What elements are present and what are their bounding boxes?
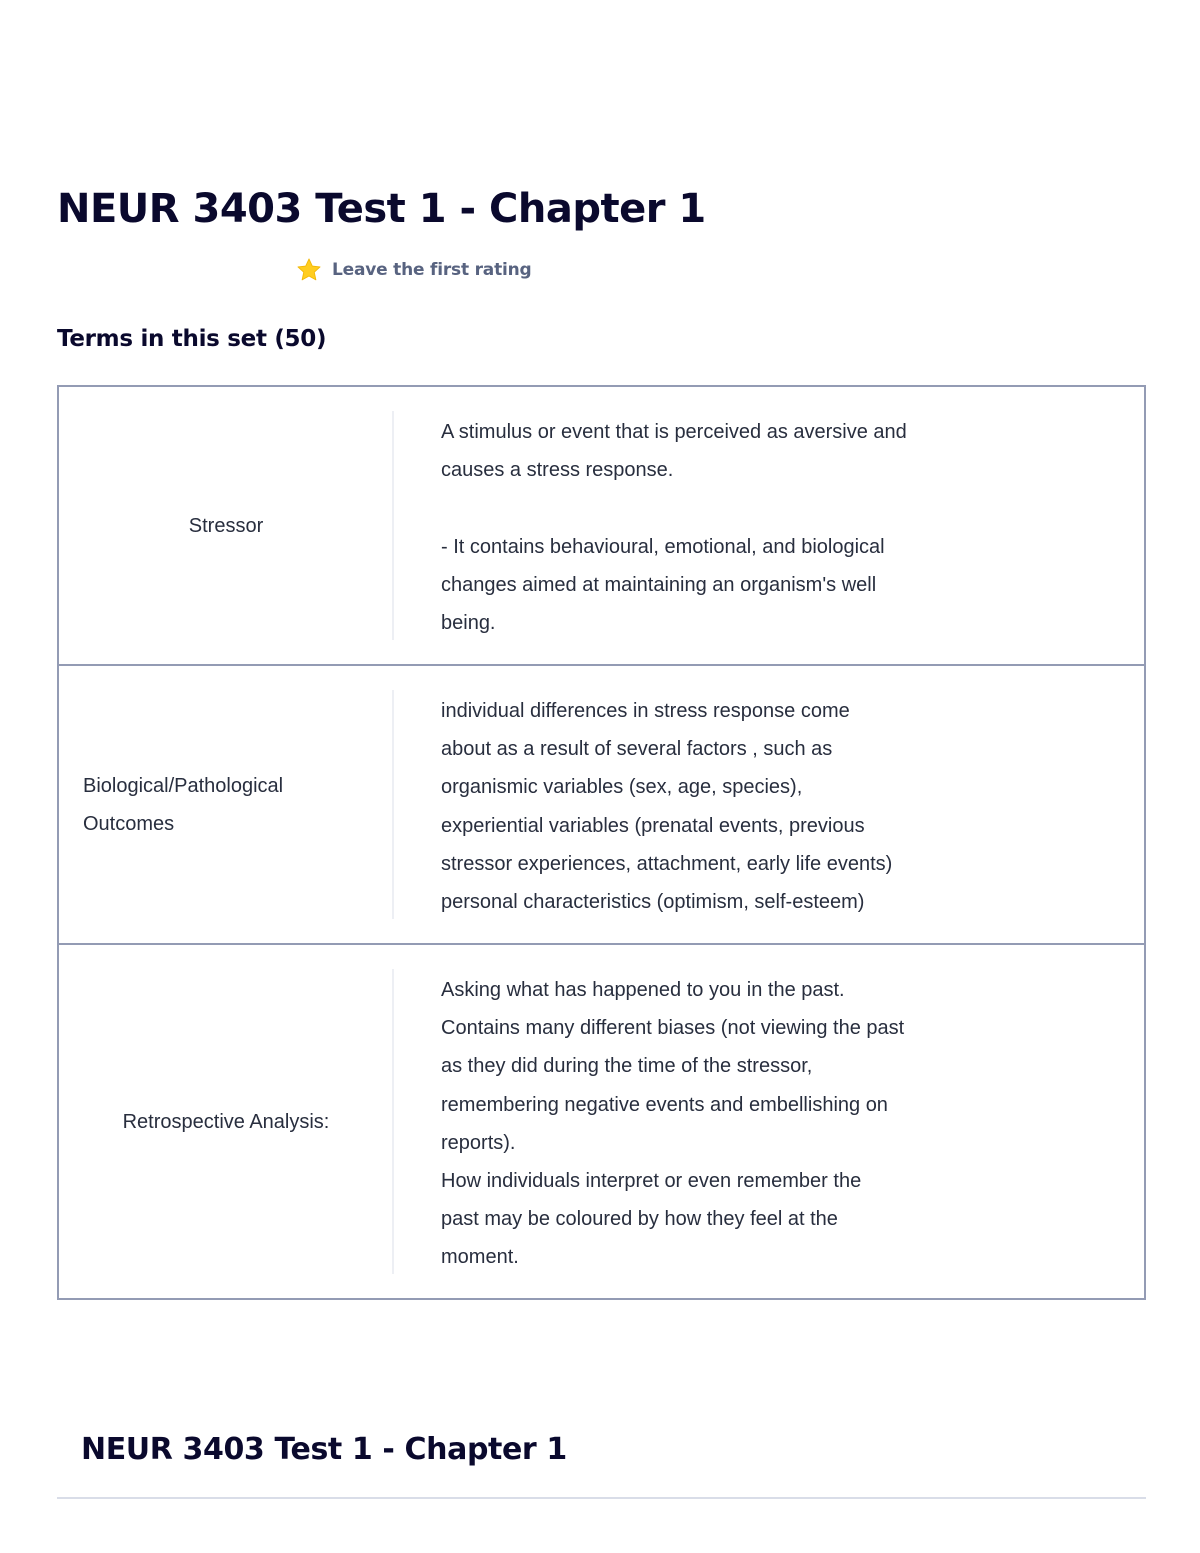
- footer-title: NEUR 3403 Test 1 - Chapter 1: [81, 1432, 567, 1467]
- rating-link[interactable]: [296, 256, 532, 284]
- card-divider: [392, 969, 394, 1274]
- term-word: Stressor: [188, 514, 264, 537]
- card-divider: [392, 411, 394, 640]
- term-card: [57, 385, 1146, 666]
- term-definition: individual differences in stress response come about as a result of several factors , such as organismic variables (sex, age, species), experiential variables (prenatal events, previous stressor experiences, attachment, early life events) personal characteristics (optimism, self-esteem): [441, 700, 893, 914]
- card-divider: [392, 690, 394, 919]
- term-definition: A stimulus or event that is perceived as aversive and causes a stress response. - It contains behavioural, emotional, and biological changes aimed at maintaining an organism's well being.: [441, 421, 907, 635]
- term-word-cell: [59, 666, 369, 943]
- terms-list: [57, 385, 1146, 1300]
- term-word-cell: [59, 387, 369, 664]
- term-word: Biological/Pathological Outcomes: [83, 774, 284, 835]
- rating-label: Leave the first rating: [332, 260, 532, 280]
- star-icon: [296, 257, 322, 283]
- term-definition: Asking what has happened to you in the past. Contains many different biases (not viewing the past as they did during the time of the stressor, remembering negative events and embellishing on reports). How individuals interpret or even remember the past may be coloured by how they feel at the moment.: [441, 979, 905, 1269]
- terms-heading: Terms in this set (50): [57, 326, 327, 352]
- page-title: NEUR 3403 Test 1 - Chapter 1: [57, 186, 706, 232]
- term-card: [57, 664, 1146, 945]
- term-word-cell: [59, 945, 369, 1298]
- footer-divider: [57, 1497, 1146, 1499]
- term-word: Retrospective Analysis:: [122, 1110, 330, 1133]
- term-card: [57, 943, 1146, 1300]
